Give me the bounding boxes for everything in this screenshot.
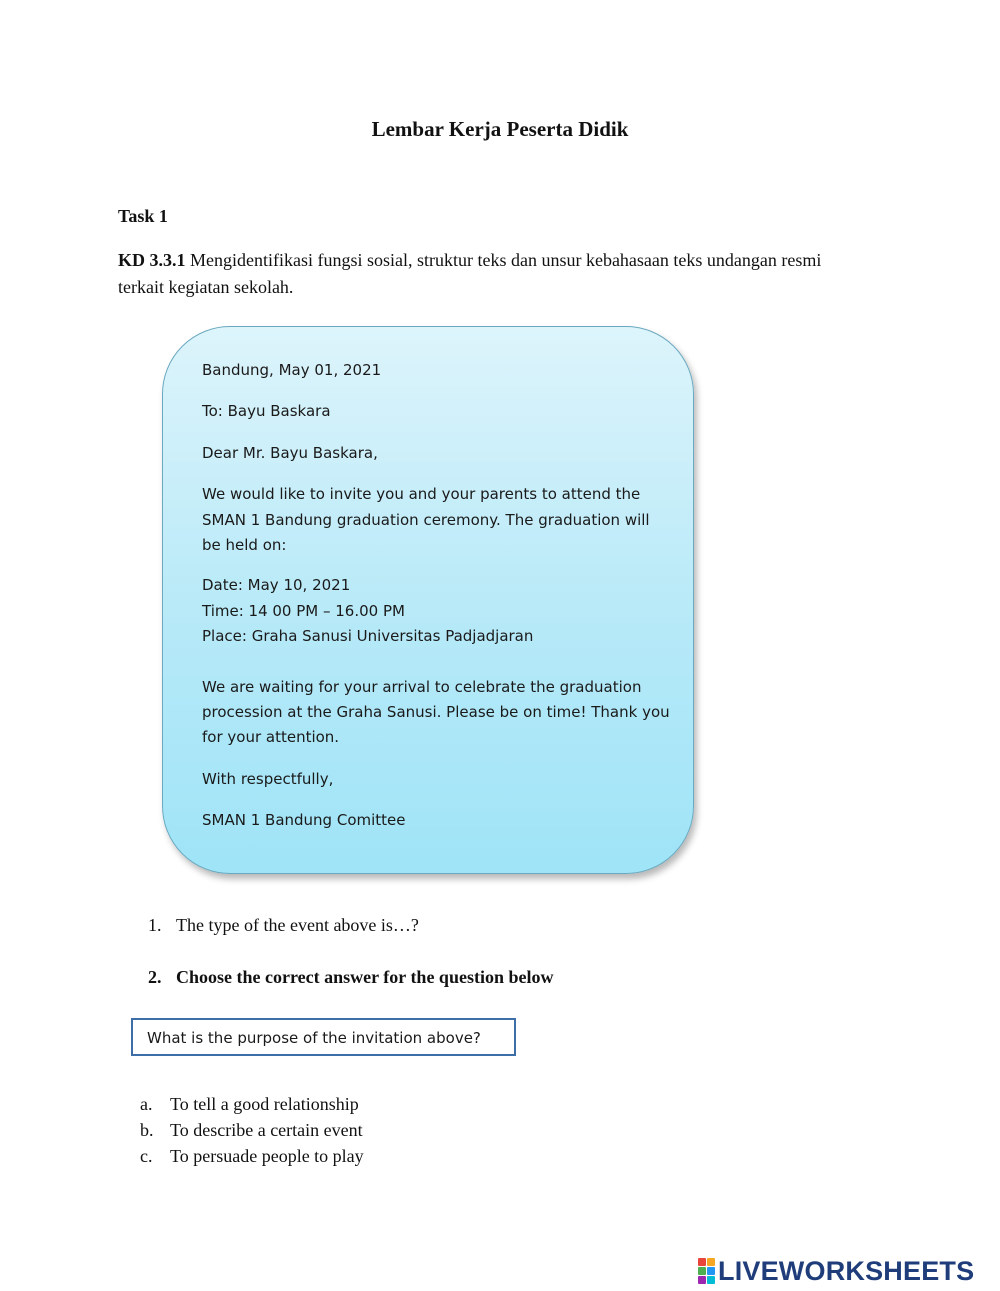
invitation-body-line: We would like to invite you and your parents to attend the <box>202 485 641 503</box>
invitation-event-place: Place: Graha Sanusi Universitas Padjadjaran <box>202 627 534 645</box>
invitation-closing-line: procession at the Graha Sanusi. Please be on time! Thank you <box>202 703 670 721</box>
question-1 <box>148 915 419 936</box>
invitation-card <box>162 326 694 874</box>
invitation-body-line: SMAN 1 Bandung graduation ceremony. The graduation will <box>202 511 650 529</box>
kd-description <box>118 247 858 301</box>
invitation-signature: SMAN 1 Bandung Comittee <box>202 811 406 829</box>
kd-code: KD 3.3.1 <box>118 250 186 270</box>
option-letter: a. <box>140 1094 153 1114</box>
answer-option-b[interactable] <box>140 1120 363 1141</box>
option-letter: c. <box>140 1146 153 1166</box>
question-number: 2. <box>148 967 162 987</box>
invitation-closing-line: We are waiting for your arrival to celebrate the graduation <box>202 678 642 696</box>
question-2 <box>148 967 553 988</box>
task-label: Task 1 <box>118 206 168 226</box>
invitation-body-line: be held on: <box>202 536 287 554</box>
logo-text: LIVEWORKSHEETS <box>718 1255 975 1286</box>
invitation-salutation: Dear Mr. Bayu Baskara, <box>202 444 378 462</box>
logo-mark-icon <box>698 1258 715 1284</box>
question-text: The type of the event above is…? <box>176 915 419 935</box>
invitation-date-place: Bandung, May 01, 2021 <box>202 361 382 379</box>
answer-option-c[interactable] <box>140 1146 364 1167</box>
kd-text: Mengidentifikasi fungsi sosial, struktur teks dan unsur kebahasaan teks undangan resmi terkait kegiatan sekolah. <box>118 250 822 297</box>
invitation-event-time: Time: 14 00 PM – 16.00 PM <box>202 602 405 620</box>
option-text: To persuade people to play <box>170 1146 364 1166</box>
invitation-closing-line: for your attention. <box>202 728 340 746</box>
option-text: To describe a certain event <box>170 1120 363 1140</box>
page-title: Lembar Kerja Peserta Didik <box>371 117 629 141</box>
question-number: 1. <box>148 915 162 935</box>
liveworksheets-logo <box>698 1256 974 1286</box>
question-text: Choose the correct answer for the question below <box>176 967 554 987</box>
question-prompt-box: What is the purpose of the invitation above? <box>131 1018 516 1056</box>
invitation-complimentary-close: With respectfully, <box>202 770 334 788</box>
option-text: To tell a good relationship <box>170 1094 359 1114</box>
invitation-event-date: Date: May 10, 2021 <box>202 576 351 594</box>
option-letter: b. <box>140 1120 154 1140</box>
answer-option-a[interactable] <box>140 1094 359 1115</box>
invitation-to: To: Bayu Baskara <box>202 402 331 420</box>
